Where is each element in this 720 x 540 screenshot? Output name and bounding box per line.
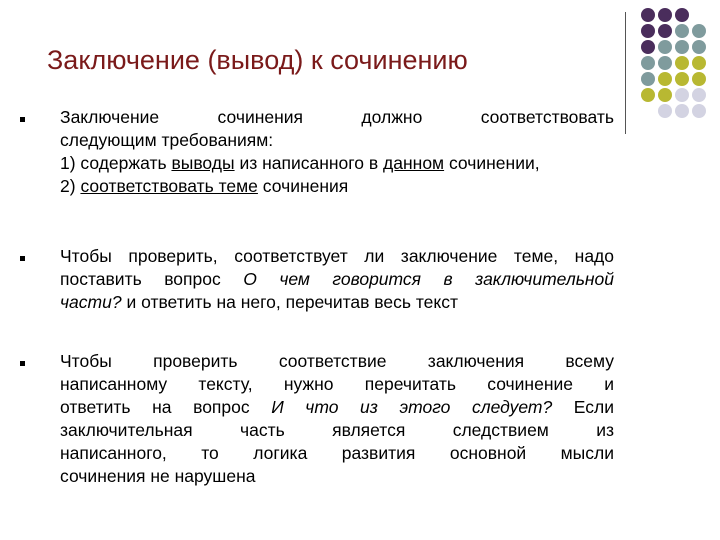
decor-dot — [675, 8, 689, 22]
text-line: написанного, то логика развития основной мысли — [60, 443, 614, 463]
text-line: следующим требованиям: — [60, 130, 274, 150]
bullet-marker — [20, 117, 25, 122]
text-line: Заключение сочинения должно соответствовать — [60, 107, 614, 127]
requirement-item-1 — [60, 152, 614, 175]
decor-dot — [658, 40, 672, 54]
decor-dot — [641, 56, 655, 70]
text-run: сочинении, — [444, 153, 540, 173]
decor-dot — [641, 72, 655, 86]
text-run: из написанного в — [234, 153, 384, 173]
divider-line — [625, 12, 626, 134]
text-run: 1) содержать — [60, 153, 172, 173]
bullet-text-theme-check — [60, 245, 614, 314]
decor-dot — [692, 40, 706, 54]
text-run: Если — [552, 397, 614, 417]
decor-dot — [675, 40, 689, 54]
underlined-text: соответствовать теме — [80, 176, 258, 196]
decor-dot — [658, 72, 672, 86]
text-line: Чтобы проверить, соответствует ли заключение теме, надо — [60, 246, 614, 266]
bullet-marker — [20, 256, 25, 261]
decor-dot — [675, 88, 689, 102]
decor-dot — [692, 72, 706, 86]
underlined-text: данном — [383, 153, 445, 173]
decor-dot — [658, 24, 672, 38]
text-run: ответить на вопрос — [60, 397, 272, 417]
text-run: и ответить на него, перечитав весь текст — [121, 292, 459, 312]
decor-dot — [675, 56, 689, 70]
text-line: написанному тексту, нужно перечитать сочинение и — [60, 374, 614, 394]
decor-dot — [658, 88, 672, 102]
requirement-item-2 — [60, 175, 614, 198]
text-line: Чтобы проверить соответствие заключения всему — [60, 351, 614, 371]
decor-dot — [692, 88, 706, 102]
decor-dot — [641, 88, 655, 102]
decor-dot — [641, 24, 655, 38]
text-run: 2) — [60, 176, 81, 196]
decor-dot — [692, 56, 706, 70]
decor-dot — [658, 104, 672, 118]
decor-dot — [675, 24, 689, 38]
text-line — [60, 268, 614, 291]
text-line: заключительная часть является следствием из — [60, 420, 614, 440]
decor-dot — [675, 104, 689, 118]
decor-dot — [641, 8, 655, 22]
bullet-text-requirements — [60, 106, 614, 198]
text-run: поставить вопрос — [60, 269, 244, 289]
decor-dot — [658, 56, 672, 70]
text-line — [60, 396, 614, 419]
decor-dot — [692, 104, 706, 118]
decor-dot — [692, 24, 706, 38]
bullet-marker — [20, 361, 25, 366]
bullet-text-logic-check — [60, 350, 614, 488]
decor-dot — [658, 8, 672, 22]
italic-question: И что из этого следует? — [271, 397, 553, 417]
text-line: сочинения не нарушена — [60, 466, 256, 486]
text-run: сочинения — [257, 176, 349, 196]
underlined-text: выводы — [171, 153, 235, 173]
text-line — [60, 291, 614, 314]
decor-dot — [675, 72, 689, 86]
slide-title: Заключение (вывод) к сочинению — [47, 45, 468, 75]
italic-question: части? — [60, 292, 122, 312]
italic-question: О чем говорится в заключительной — [243, 269, 614, 289]
decor-dot — [641, 40, 655, 54]
